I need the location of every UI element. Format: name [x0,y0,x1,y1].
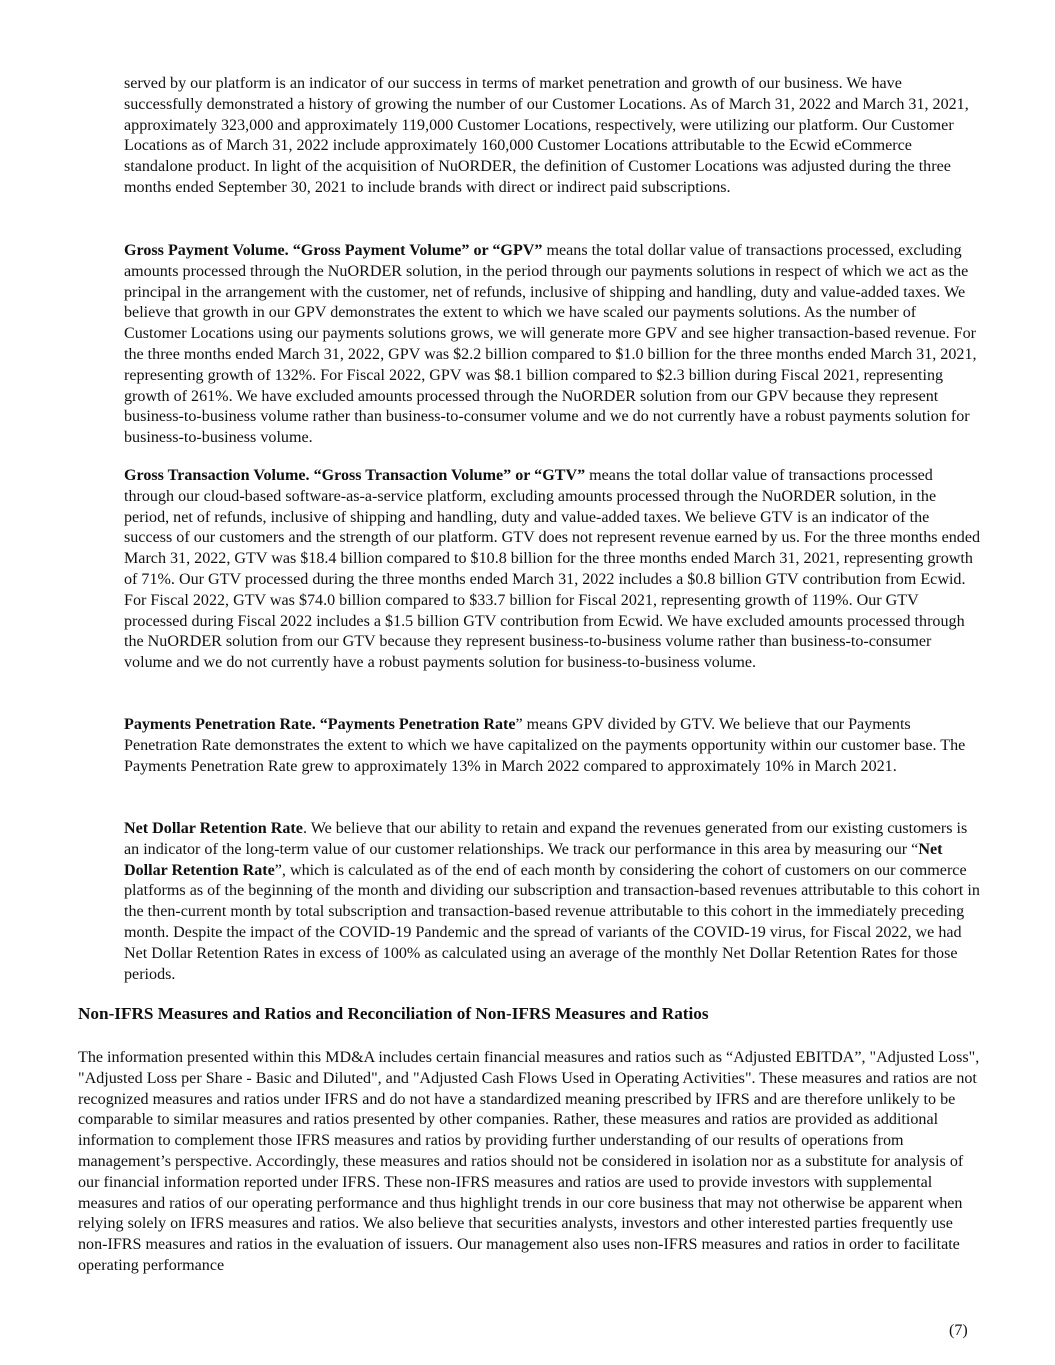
gtv-definition-text: means the total dollar value of transactions processed through our cloud-based software-as-a-service platform, excluding amounts processed through the NuORDER solution, in the period, net of refunds, inclusive of shipping and handling, duty and value-added taxes. We believe GTV is an indicator of the success of our customers and the strength of our platform. GTV does not represent revenue earned by us. For the three months ended March 31, 2022, GTV was $18.4 billion compared to $10.8 billion for the three months ended March 31, 2021, representing growth of 71%. Our GTV processed during the three months ended March 31, 2022 includes a $0.8 billion GTV contribution from Ecwid. For Fiscal 2022, GTV was $74.0 billion compared to $33.7 billion for Fiscal 2021, representing growth of 119%. Our GTV processed during Fiscal 2022 includes a $1.5 billion GTV contribution from Ecwid. We have excluded amounts processed through the NuORDER solution from our GTV because they represent business-to-business volume rather than business-to-consumer volume and we do not currently have a robust payments solution for business-to-business volume. [124,467,981,672]
paragraph-customer-locations: served by our platform is an indicator of our success in terms of market penetration and growth of our business. We have successfully demonstrated a history of growing the number of our Customer Locations. As of March 31, 2022 and March 31, 2021, approximately 323,000 and approximately 119,000 Customer Locations, respectively, were utilizing our platform. Our Customer Locations as of March 31, 2022 include approximately 160,000 Customer Locations attributable to the Ecwid eCommerce standalone product. In light of the acquisition of NuORDER, the definition of Customer Locations was adjusted during the three months ended September 30, 2021 to include brands with direct or indirect paid subscriptions. [124,75,969,196]
paragraph-net-dollar-retention-rate [124,819,980,985]
ndrr-text-part-1: . We believe that our ability to retain and expand the revenues generated from our existing customers is an indicator of the long-term value of our customer relationships. We track our performance in this area by measuring our “ [124,820,968,858]
section-heading-non-ifrs: Non-IFRS Measures and Ratios and Reconciliation of Non-IFRS Measures and Ratios [78,1004,709,1023]
ppr-definition-text: ” means GPV divided by GTV. We believe that our Payments Penetration Rate demonstrates the extent to which we have capitalized on the payments opportunity within our customer base. The Payments Penetration Rate grew to approximately 13% in March 2022 compared to approximately 10% in March 2021. [124,716,966,775]
page-number: (7) [949,1322,968,1339]
paragraph-gross-transaction-volume [124,466,980,674]
paragraph-gross-payment-volume [124,241,980,449]
paragraph-payments-penetration-rate [124,715,980,777]
term-ndrr-inline: Net Dollar Retention Rate [124,840,943,879]
term-ppr: Payments Penetration Rate. “Payments Penetration Rate [124,716,516,733]
paragraph-non-ifrs-measures: The information presented within this MD&A includes certain financial measures and ratios such as “Adjusted EBITDA”, "Adjusted Loss", "Adjusted Loss per Share - Basic and Diluted", and "Adjusted Cash Flows Used in Operating Activities". These measures and ratios are not recognized measures and ratios under IFRS and do not have a standardized meaning prescribed by IFRS and are therefore unlikely to be comparable to similar measures and ratios presented by other companies. Rather, these measures and ratios are provided as additional information to complement those IFRS measures and ratios by providing further understanding of our results of operations from management’s perspective. Accordingly, these measures and ratios should not be considered in isolation nor as a substitute for analysis of our financial information reported under IFRS. These non-IFRS measures and ratios are used to provide investors with supplemental measures and ratios of our operating performance and thus highlight trends in our core business that may not otherwise be apparent when relying solely on IFRS measures and ratios. We also believe that securities analysts, investors and other interested parties frequently use non-IFRS measures and ratios in the evaluation of issuers. Our management also uses non-IFRS measures and ratios in order to facilitate operating performance [78,1049,980,1274]
gpv-definition-text: means the total dollar value of transactions processed, excluding amounts processed through the NuORDER solution, in the period through our payments solutions in respect of which we act as the principal in the arrangement with the customer, net of refunds, inclusive of shipping and handling, duty and value-added taxes. We believe that growth in our GPV demonstrates the extent to which we have scaled our payments solutions. As the number of Customer Locations using our payments solutions grows, we will generate more GPV and see higher transaction-based revenue. For the three months ended March 31, 2022, GPV was $2.2 billion compared to $1.0 billion for the three months ended March 31, 2021, representing growth of 132%. For Fiscal 2022, GPV was $8.1 billion compared to $2.3 billion during Fiscal 2021, representing growth of 261%. We have excluded amounts processed through the NuORDER solution from our GPV because they represent business-to-business volume rather than business-to-consumer volume and we do not currently have a robust payments solution for business-to-business volume. [124,242,977,447]
ndrr-text-part-2: ”, which is calculated as of the end of each month by considering the cohort of customers on our commerce platforms as of the beginning of the month and dividing our subscription and transaction-based revenues attributable to this cohort in the then-current month by total subscription and transaction-based revenue attributable to this cohort in the immediately preceding month. Despite the impact of the COVID-19 Pandemic and the spread of variants of the COVID-19 virus, for Fiscal 2022, we had Net Dollar Retention Rates in excess of 100% as calculated using an average of the monthly Net Dollar Retention Rates for those periods. [124,861,980,983]
term-gpv: Gross Payment Volume. “Gross Payment Volume” or “GPV” [124,242,543,259]
term-gtv: Gross Transaction Volume. “Gross Transaction Volume” or “GTV” [124,467,586,484]
term-ndrr: Net Dollar Retention Rate [124,820,303,837]
